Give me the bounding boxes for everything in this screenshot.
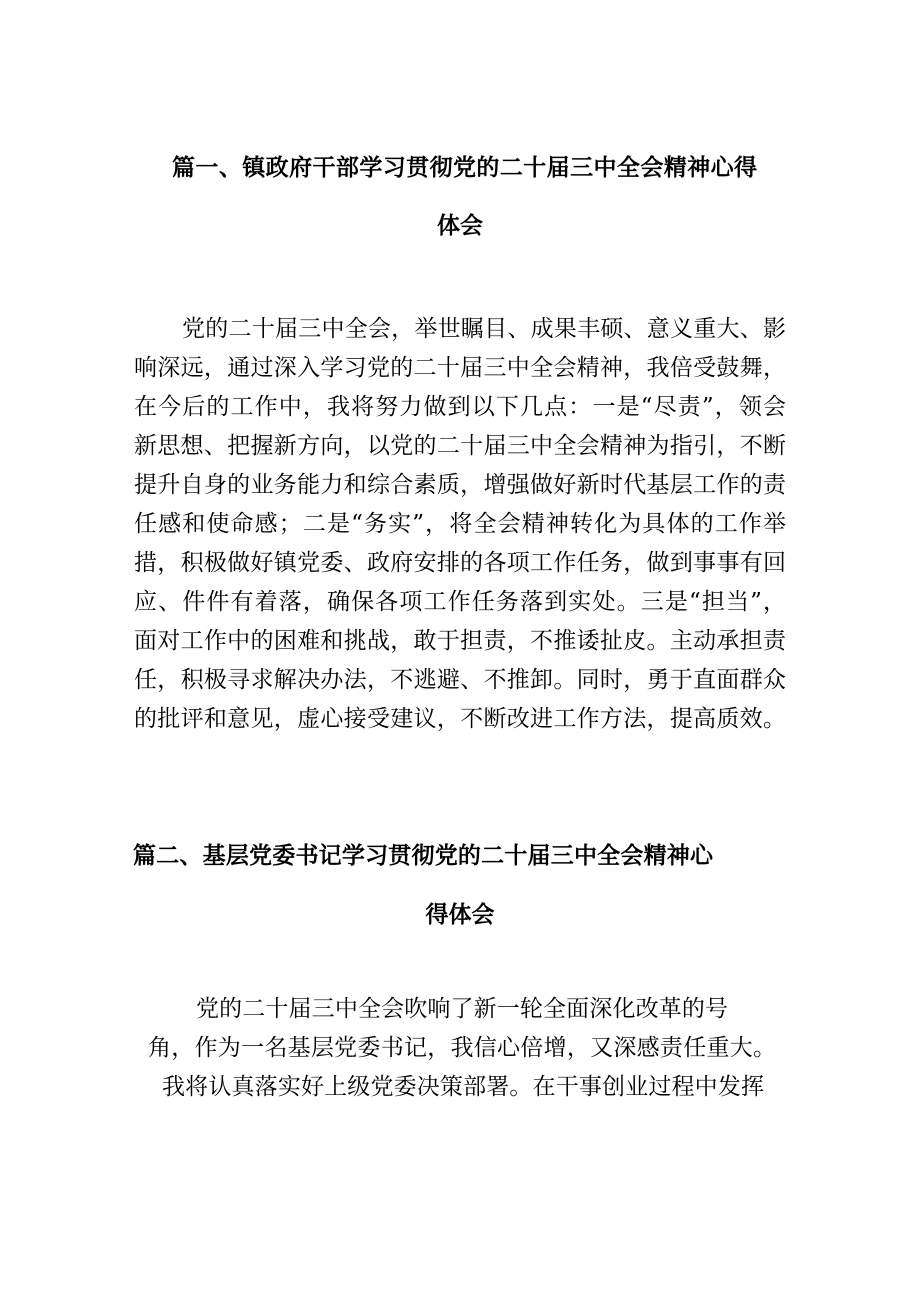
section-2-paragraph-line: 角，作为一名基层党委书记，我信心倍增，又深感责任重大。 xyxy=(148,1035,776,1061)
section-1-paragraph-line: 在今后的工作中，我将努力做到以下几点：一是“尽责”，领会 xyxy=(134,394,786,420)
section-1-paragraph-line: 新思想、把握新方向，以党的二十届三中全会精神为指引，不断 xyxy=(134,433,786,459)
section-1-paragraph-line: 任，积极寻求解决办法，不逃避、不推卸。同时，勇于直面群众 xyxy=(134,667,786,693)
section-1-title-line-1: 篇一、镇政府干部学习贯彻党的二十届三中全会精神心得 xyxy=(172,155,757,181)
section-2-paragraph-line: 我将认真落实好上级党委决策部署。在干事创业过程中发挥 xyxy=(162,1074,764,1100)
section-2-title-line-2: 得体会 xyxy=(425,902,495,928)
section-1-paragraph-line: 的批评和意见，虚心接受建议，不断改进工作方法，提高质效。 xyxy=(134,706,786,732)
section-1-paragraph-line: 响深远，通过深入学习党的二十届三中全会精神，我倍受鼓舞， xyxy=(134,355,786,381)
section-2-title-line-1: 篇二、基层党委书记学习贯彻党的二十届三中全会精神心 xyxy=(133,843,713,869)
section-1-paragraph-line: 面对工作中的困难和挑战，敢于担责，不推诿扯皮。主动承担责 xyxy=(134,628,786,654)
section-2-paragraph-line: 党的二十届三中全会吹响了新一轮全面深化改革的号 xyxy=(196,996,728,1022)
section-1-paragraph-line: 任感和使命感；二是“务实”，将全会精神转化为具体的工作举 xyxy=(134,511,786,537)
section-1-paragraph-line: 提升自身的业务能力和综合素质，增强做好新时代基层工作的责 xyxy=(134,472,786,498)
section-1-paragraph-line: 党的二十届三中全会，举世瞩目、成果丰硕、意义重大、影 xyxy=(182,316,786,342)
section-1-paragraph-line: 应、件件有着落，确保各项工作任务落到实处。三是“担当”， xyxy=(134,589,786,615)
section-1-title-line-2: 体会 xyxy=(437,213,483,239)
section-1-paragraph-line: 措，积极做好镇党委、政府安排的各项工作任务，做到事事有回 xyxy=(134,550,786,576)
